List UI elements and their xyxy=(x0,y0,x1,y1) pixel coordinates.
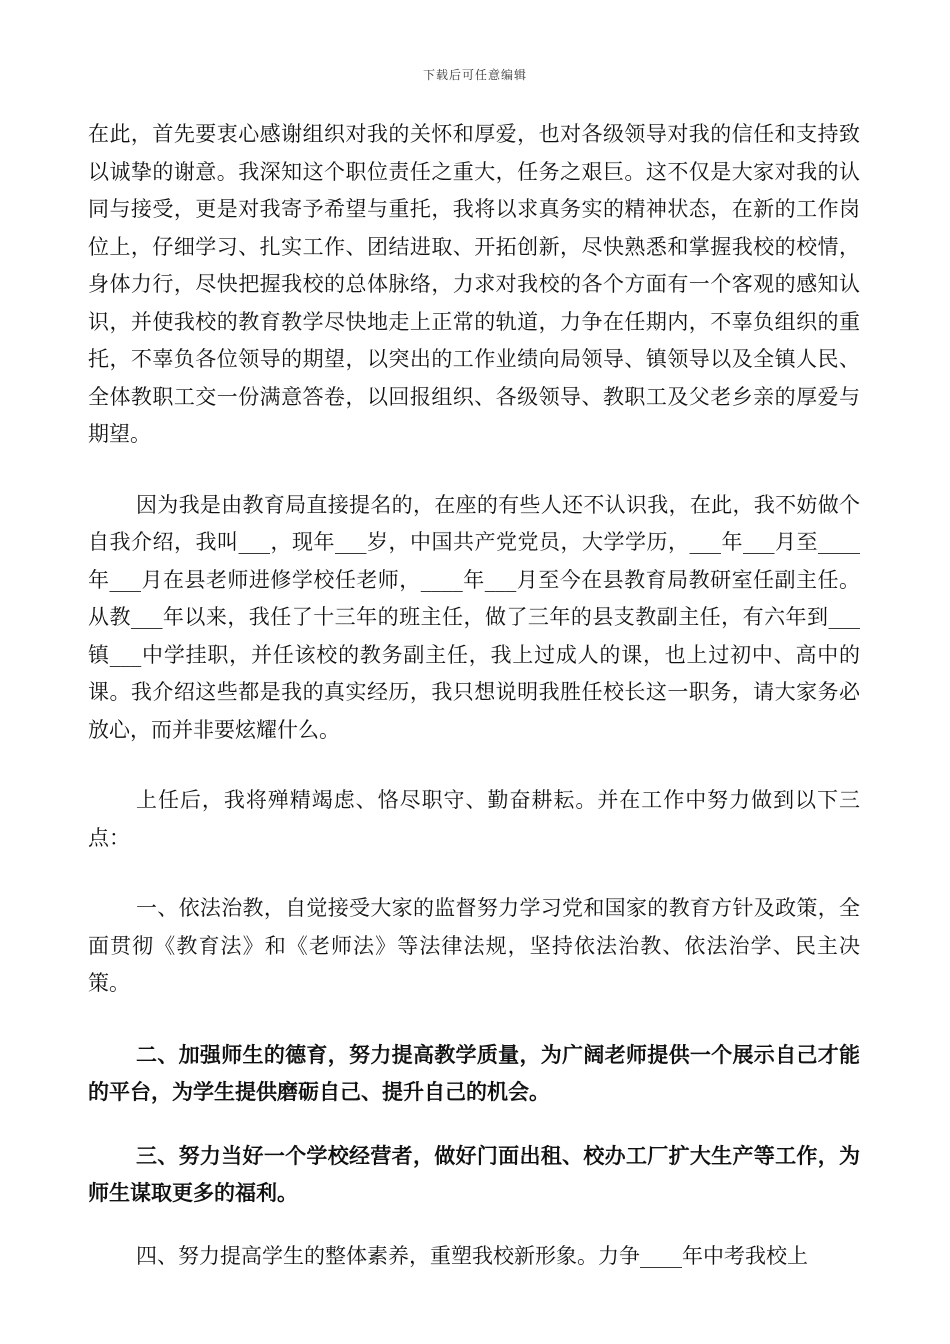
paragraph-point-three: 三、努力当好一个学校经营者，做好门面出租、校办工厂扩大生产等工作，为师生谋取更多的福利。 xyxy=(88,1142,860,1205)
paragraph-three-points-intro: 上任后，我将殚精竭虑、恪尽职守、勤奋耕耘。并在工作中努力做到以下三点： xyxy=(88,788,860,850)
paragraph-gratitude: 在此，首先要衷心感谢组织对我的关怀和厚爱，也对各级领导对我的信任和支持致以诚挚的谢意。我深知这个职位责任之重大，任务之艰巨。这不仅是大家对我的认同与接受，更是对我寄予希望与重托，我将以求真务实的精神状态，在新的工作岗位上，仔细学习、扎实工作、团结进取、开拓创新，尽快熟悉和掌握我校的校情，身体力行，尽快把握我校的总体脉络，力求对我校的各个方面有一个客观的感知认识，并使我校的教育教学尽快地走上正常的轨道，力争在任期内，不辜负组织的重托，不辜负各位领导的期望，以突出的工作业绩向局领导、镇领导以及全镇人民、全体教职工交一份满意答卷，以回报组织、各级领导、教职工及父老乡亲的厚爱与期望。 xyxy=(88,122,860,446)
paragraph-self-introduction: 因为我是由教育局直接提名的，在座的有些人还不认识我，在此，我不妨做个自我介绍，我叫___，现年___岁，中国共产党党员，大学学历，___年___月至____年___月在县老师进修学校任老师，____年___月至今在县教育局教研室任副主任。从教___年以来，我任了十三年的班主任，做了三年的县支教副主任，有六年到___镇___中学挂职，并任该校的教务副主任，我上过成人的课，也上过初中、高中的课。我介绍这些都是我的真实经历，我只想说明我胜任校长这一职务，请大家务必放心，而并非要炫耀什么。 xyxy=(88,492,860,742)
paragraph-point-one: 一、依法治教，自觉接受大家的监督努力学习党和国家的教育方针及政策，全面贯彻《教育法》和《老师法》等法律法规，坚持依法治教、依法治学、民主决策。 xyxy=(88,896,860,995)
paragraph-point-four: 四、努力提高学生的整体素养，重塑我校新形象。力争____年中考我校上 xyxy=(136,1243,808,1268)
document-body xyxy=(88,116,860,1308)
paragraph-point-two: 二、加强师生的德育，努力提高教学质量，为广阔老师提供一个展示自己才能的平台，为学生提供磨砺自己、提升自己的机会。 xyxy=(88,1041,860,1104)
header-note: 下载后可任意编辑 xyxy=(422,68,527,82)
